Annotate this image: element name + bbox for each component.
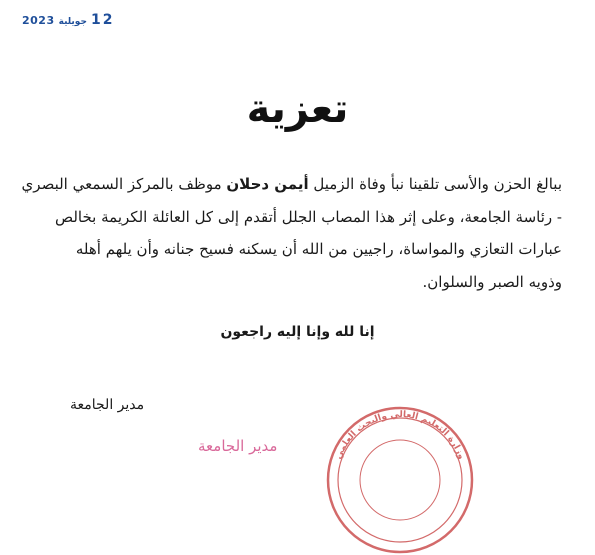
date-day: 12 [90, 12, 115, 28]
condolence-body [21, 168, 562, 298]
handwritten-signature: مدير الجامعة [198, 437, 278, 455]
official-seal-icon [325, 405, 475, 555]
date-stamp [22, 12, 114, 28]
body-line-1-start: ببالغ الحزن والأسى تلقينا نبأ وفاة الزميل [308, 175, 562, 193]
page-title: تعزية [246, 86, 349, 132]
deceased-name: أيمن دحلان [226, 175, 309, 193]
svg-text:وزارة التعليم العالي والبحث ال: وزارة التعليم العالي والبحث العلمي [333, 409, 467, 461]
body-line-1-end: موظف بالمركز السمعي البصري [21, 175, 227, 193]
body-line-3: عبارات التعازي والمواساة، راجيين من الله أن يسكنه فسيح جنانه وأن يلهم أهله [75, 240, 562, 258]
body-line-4: وذويه الصبر والسلوان. [422, 272, 562, 291]
date-year: 2023 [22, 14, 55, 27]
signature-title: مدير الجامعة [70, 397, 145, 413]
date-month: جويلية [58, 17, 87, 27]
body-line-2: - رئاسة الجامعة، وعلى إثر هذا المصاب الجلل أتقدم إلى كل العائلة الكريمة بخالص [54, 207, 562, 226]
closing-phrase: إنا لله وإنا إليه راجعون [220, 324, 375, 340]
body-line-1 [21, 168, 562, 201]
